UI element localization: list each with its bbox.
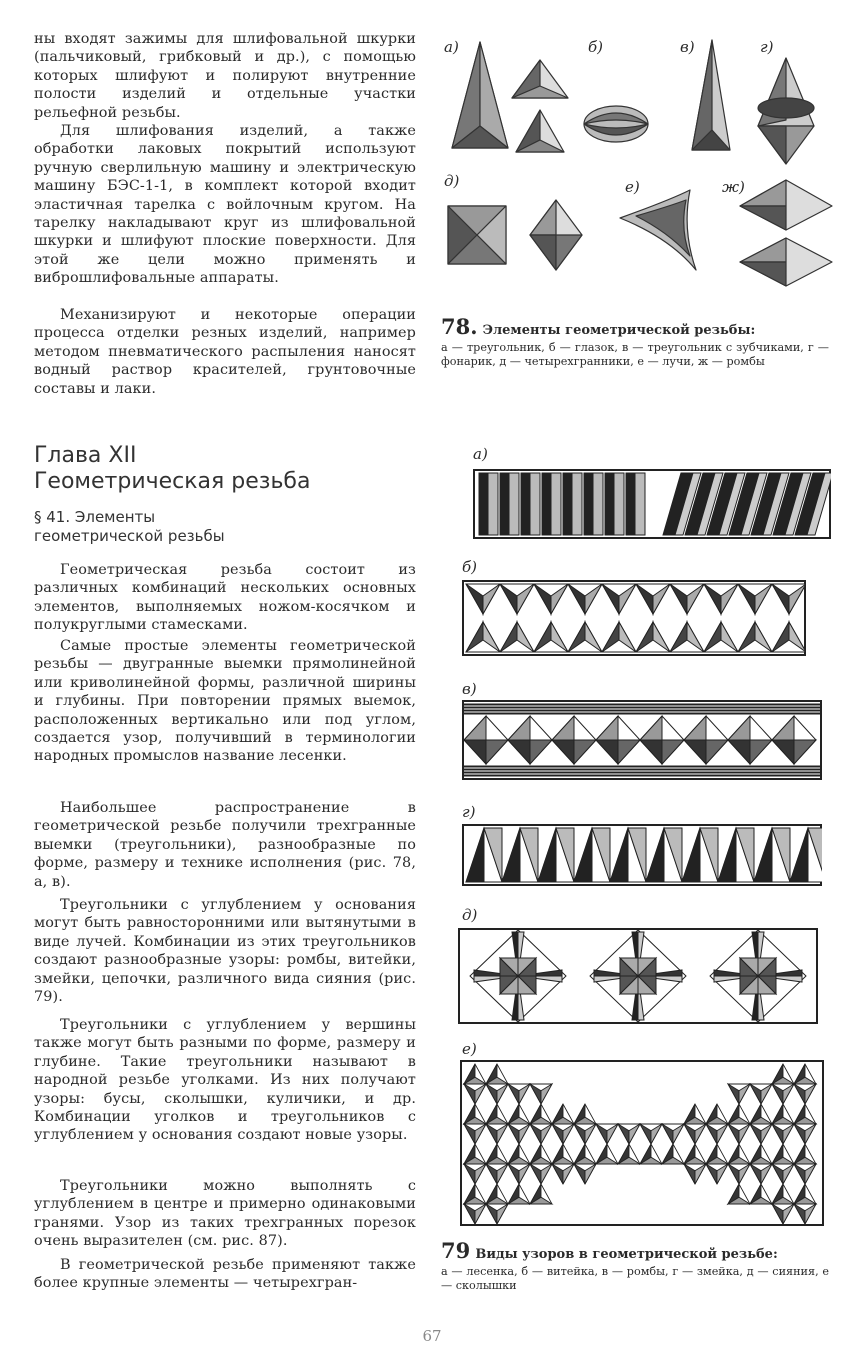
section-number: § 41. Элементы [34, 508, 156, 526]
romb-stripe [464, 704, 820, 705]
fig78-legend: а — треугольник, б — глазок, в — треугольник с зубчиками, г — фонарик, д — четырехгранники, е — лучи, ж — ромбы [441, 341, 829, 368]
page-number: 67 [422, 1327, 442, 1345]
fig78-label-d: д) [444, 172, 460, 190]
lesenka-cut [500, 473, 509, 535]
romb-stripe [464, 772, 820, 773]
fig79-pattern-siyaniya [458, 928, 818, 1024]
fig78-label-zh: ж) [722, 178, 745, 196]
romb-stripe [464, 769, 820, 770]
lesenka-cut [488, 473, 498, 535]
fig78-artwork [440, 30, 840, 290]
chapter-number: Глава XII [34, 443, 137, 468]
section-title: геометрической резьбы [34, 527, 225, 545]
fig78-number: 78. [441, 314, 478, 339]
fig79-label-e: е) [462, 1040, 477, 1058]
lesenka-cut [509, 473, 519, 535]
fig78-label-b: б) [588, 38, 604, 56]
fig78-label-g: г) [760, 38, 774, 56]
lesenka-cut [551, 473, 561, 535]
fig79-pattern-skolyshki [460, 1060, 824, 1226]
fig79-pattern-viteyka [462, 580, 806, 656]
lesenka-cut [593, 473, 603, 535]
lesenka-cut [521, 473, 530, 535]
lesenka-cut [614, 473, 624, 535]
fig79-number: 79 [441, 1238, 471, 1263]
fig78-label-e: е) [625, 178, 640, 196]
romb-stripe [464, 710, 820, 711]
fig78-title: Элементы геометрической резьбы: [482, 323, 756, 338]
paragraph-8: Треугольники с углублением у вершины также могут быть разными по форме, размеру и глубине. Такие треугольники называют в народной резьбе уголками. Из них получают узоры: бусы, сколышки, куличики, и др. Комбинации уголков и треугольников с углублением у основания создают новые узоры. [34, 1017, 416, 1144]
fig78-label-v: в) [680, 38, 695, 56]
figure-78-caption [441, 314, 829, 369]
fig79-label-d: д) [462, 906, 478, 924]
romb-stripe [464, 707, 820, 708]
lesenka-cut [635, 473, 645, 535]
paragraph-2: Для шлифования изделий, а также обработки лаковых покрытий используют ручную сверлильную машину и электрическую машину БЭС-1-1, в комплект которой входит эластичная тарелка с войлочным кругом. На тарелку накладывают круг из шлифовальной шкурки и шлифуют плоские поверхности. Для этой же цели можно применять и виброшлифовальные аппараты. [34, 123, 416, 287]
chapter-title: Геометрическая резьба [34, 469, 311, 494]
paragraph-4: Геометрическая резьба состоит из различных комбинаций нескольких основных элементов, выполняемых ножом-косячком и полукруглыми стамесками. [34, 562, 416, 634]
fig79-pattern-zmeyka [462, 824, 822, 886]
lesenka-cut [584, 473, 593, 535]
lesenka-cut [542, 473, 551, 535]
figure-79-caption [441, 1238, 829, 1293]
romb-stripe [464, 766, 820, 767]
fig79-pattern-rombs [462, 700, 822, 780]
lesenka-cut [572, 473, 582, 535]
fig79-pattern-lesenka [473, 469, 831, 539]
fig79-legend: а — лесенка, б — витейка, в — ромбы, г — змейка, д — сияния, е — сколышки [441, 1265, 829, 1292]
lesenka-cut [626, 473, 635, 535]
paragraph-7: Треугольники с углублением у основания могут быть равносторонними или вытянутыми в виде лучей. Комбинации из этих треугольников создают разнообразные узоры: ромбы, витейки, змейки, цепочки, различного вида сияния (рис. 79). [34, 897, 416, 1006]
lesenka-cut [563, 473, 572, 535]
fig79-title: Виды узоров в геометрической резьбе: [475, 1247, 778, 1262]
fig79-label-a: а) [473, 445, 488, 463]
romb-stripe [464, 775, 820, 776]
fig79-label-g: г) [462, 803, 476, 821]
paragraph-1: ны входят зажимы для шлифовальной шкурки (пальчиковый, грибковый и др.), с помощью которых шлифуют и полируют внутренние полости изделий и отдельные участки рельефной резьбы. [34, 31, 416, 121]
romb-stripe [464, 713, 820, 714]
paragraph-10: В геометрической резьбе применяют также более крупные элементы — четырехгран- [34, 1257, 416, 1292]
lesenka-cut [479, 473, 488, 535]
fig79-label-b: б) [462, 558, 478, 576]
paragraph-3: Механизируют и некоторые операции процесса отделки резных изделий, например методом пневматического распыления наносят водный раствор красителей, грунтовочные составы и лаки. [34, 307, 416, 397]
fig78-label-a: а) [444, 38, 459, 56]
paragraph-9: Треугольники можно выполнять с углублением в центре и примерно одинаковыми гранями. Узор из таких трехгранных порезок очень выразителен (см. рис. 87). [34, 1178, 416, 1250]
lesenka-cut [530, 473, 540, 535]
lesenka-cut [605, 473, 614, 535]
fig79-label-v: в) [462, 680, 477, 698]
paragraph-5: Самые простые элементы геометрической резьбы — двугранные выемки прямолинейной или криволинейной формы, различной ширины и глубины. При повторении прямых выемок, расположенных вертикально или под углом, создается узор, получивший в терминологии народных промыслов название лесенки. [34, 638, 416, 765]
paragraph-6: Наибольшее распространение в геометрической резьбе получили трехгранные выемки (треугольники), разнообразные по форме, размеру и технике исполнения (рис. 78, а, в). [34, 800, 416, 890]
